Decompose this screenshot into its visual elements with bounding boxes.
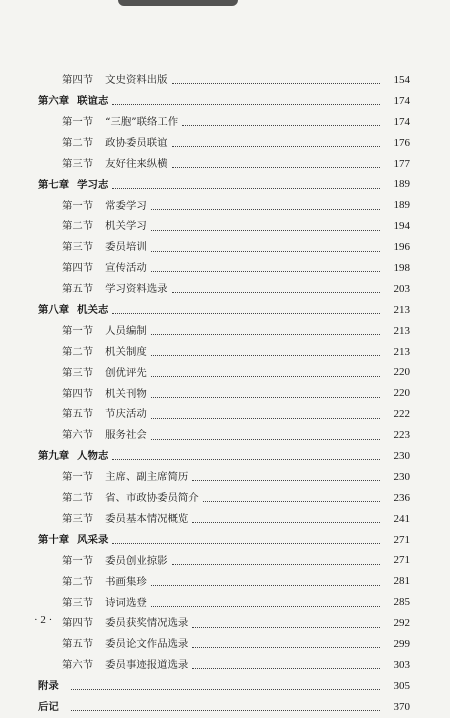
toc-chapter-entry (38, 530, 410, 551)
entry-number: 第二节 (62, 345, 94, 358)
entry-number: 第三节 (62, 596, 94, 609)
dot-leader (151, 584, 380, 586)
entry-page-number: 222 (393, 408, 410, 421)
dot-leader (112, 458, 380, 460)
entry-label (62, 284, 168, 294)
entry-label (62, 639, 188, 649)
entry-label (62, 263, 147, 273)
entry-page-number: 196 (393, 241, 410, 254)
entry-page-number: 220 (393, 366, 410, 379)
entry-number: 第三节 (62, 241, 94, 254)
toc-section-entry (38, 634, 410, 655)
entry-title: 委员事迹报道选录 (105, 659, 189, 672)
entry-page-number: 213 (393, 345, 410, 358)
entry-number: 第四节 (62, 617, 94, 630)
entry-label (62, 618, 188, 628)
entry-number: 第一节 (62, 116, 94, 129)
entry-page-number: 271 (393, 533, 410, 546)
entry-label (62, 117, 178, 127)
entry-page-number: 230 (393, 449, 410, 462)
toc-section-entry (38, 70, 410, 91)
dot-leader (192, 667, 380, 669)
entry-number: 附录 (38, 680, 59, 693)
entry-title: 委员基本情况概览 (105, 512, 189, 525)
entry-title: “三胞”联络工作 (105, 116, 179, 129)
entry-label (62, 389, 147, 399)
entry-title: 书画集珍 (105, 575, 147, 588)
entry-number: 第七章 (38, 178, 70, 191)
entry-number: 第五节 (62, 408, 94, 421)
toc-section-entry (38, 362, 410, 383)
entry-title: 友好往来纵横 (105, 157, 168, 170)
entry-title: 省、市政协委员简介 (105, 492, 199, 505)
entry-number: 第四节 (62, 262, 94, 275)
entry-page-number: 305 (393, 679, 410, 692)
entry-number: 第三节 (62, 366, 94, 379)
toc-chapter-entry (38, 300, 410, 321)
page-number: · 2 · (34, 614, 53, 626)
dot-leader (172, 166, 380, 168)
entry-label (62, 75, 168, 85)
entry-number: 第二节 (62, 492, 94, 505)
entry-label (62, 430, 147, 440)
entry-page-number: 189 (393, 199, 410, 212)
entry-label (62, 201, 147, 211)
entry-label (38, 681, 67, 691)
entry-page-number: 174 (393, 94, 410, 107)
entry-label (62, 138, 168, 148)
toc-chapter-entry (38, 697, 410, 718)
entry-page-number: 213 (393, 303, 410, 316)
toc-section-entry (38, 321, 410, 342)
dot-leader (151, 396, 380, 398)
entry-page-number: 241 (393, 512, 410, 525)
dot-leader (151, 354, 380, 356)
entry-page-number: 292 (393, 617, 410, 630)
entry-number: 第三节 (62, 157, 94, 170)
dot-leader (151, 417, 380, 419)
dot-leader (151, 375, 380, 377)
entry-number: 第六节 (62, 429, 94, 442)
dot-leader (151, 229, 380, 231)
dot-leader (112, 312, 380, 314)
entry-title: 机关学习 (105, 220, 147, 233)
entry-label (62, 347, 147, 357)
entry-page-number: 370 (393, 700, 410, 713)
entry-page-number: 223 (393, 429, 410, 442)
toc-section-entry (38, 195, 410, 216)
dot-leader (172, 563, 380, 565)
dot-leader (151, 270, 380, 272)
dot-leader (112, 103, 380, 105)
scan-smudge (118, 0, 238, 6)
entry-title: 节庆活动 (105, 408, 147, 421)
entry-title: 机关制度 (105, 345, 147, 358)
toc-section-entry (38, 592, 410, 613)
entry-title: 学习资料选录 (105, 283, 168, 296)
entry-number: 第三节 (62, 512, 94, 525)
entry-number: 第一节 (62, 471, 94, 484)
entry-title: 人员编制 (105, 324, 147, 337)
toc-chapter-entry (38, 91, 410, 112)
table-of-contents (38, 70, 410, 718)
entry-label (62, 368, 147, 378)
entry-title: 常委学习 (105, 199, 147, 212)
entry-page-number: 198 (393, 261, 410, 274)
entry-title: 主席、副主席简历 (105, 471, 189, 484)
entry-page-number: 230 (393, 470, 410, 483)
toc-section-entry (38, 571, 410, 592)
dot-leader (203, 500, 380, 502)
dot-leader (71, 709, 380, 711)
entry-title: 学习志 (77, 178, 109, 191)
toc-section-entry (38, 237, 410, 258)
entry-label (38, 535, 108, 545)
entry-page-number: 203 (393, 282, 410, 295)
entry-title: 机关刊物 (105, 387, 147, 400)
toc-section-entry (38, 279, 410, 300)
dot-leader (151, 208, 380, 210)
entry-number: 第一节 (62, 199, 94, 212)
entry-label (38, 96, 108, 106)
toc-section-entry (38, 488, 410, 509)
entry-title: 诗词选登 (105, 596, 147, 609)
dot-leader (112, 542, 380, 544)
dot-leader (151, 438, 380, 440)
toc-section-entry (38, 655, 410, 676)
entry-title: 联谊志 (77, 95, 109, 108)
entry-number: 第六章 (38, 95, 70, 108)
dot-leader (151, 605, 380, 607)
toc-section-entry (38, 216, 410, 237)
entry-title: 人物志 (77, 450, 109, 463)
entry-label (62, 409, 147, 419)
entry-title: 委员获奖情况选录 (105, 617, 189, 630)
toc-section-entry (38, 133, 410, 154)
toc-section-entry (38, 342, 410, 363)
dot-leader (172, 291, 380, 293)
entry-page-number: 194 (393, 220, 410, 233)
entry-number: 第一节 (62, 554, 94, 567)
entry-label (62, 514, 188, 524)
dot-leader (192, 646, 380, 648)
entry-label (62, 221, 147, 231)
entry-number: 后记 (38, 700, 59, 713)
entry-label (62, 159, 168, 169)
dot-leader (172, 145, 380, 147)
entry-label (62, 493, 199, 503)
entry-number: 第十章 (38, 533, 70, 546)
entry-page-number: 236 (393, 491, 410, 504)
entry-label (62, 326, 147, 336)
entry-number: 第五节 (62, 283, 94, 296)
entry-label (62, 577, 147, 587)
dot-leader (192, 626, 380, 628)
entry-label (38, 305, 108, 315)
entry-page-number: 154 (393, 73, 410, 86)
entry-number: 第九章 (38, 450, 70, 463)
entry-page-number: 220 (393, 387, 410, 400)
toc-section-entry (38, 154, 410, 175)
entry-label (38, 451, 108, 461)
entry-number: 第二节 (62, 575, 94, 588)
entry-label (62, 556, 168, 566)
entry-number: 第二节 (62, 220, 94, 233)
toc-chapter-entry (38, 446, 410, 467)
entry-title: 机关志 (77, 304, 109, 317)
entry-title: 委员创业掠影 (105, 554, 168, 567)
entry-page-number: 213 (393, 324, 410, 337)
entry-page-number: 189 (393, 178, 410, 191)
entry-title: 文史资料出版 (105, 74, 168, 87)
entry-number: 第一节 (62, 324, 94, 337)
dot-leader (71, 688, 380, 690)
entry-title: 委员培训 (105, 241, 147, 254)
entry-label (62, 472, 188, 482)
entry-label (38, 180, 108, 190)
toc-chapter-entry (38, 174, 410, 195)
entry-label (62, 598, 147, 608)
entry-page-number: 285 (393, 596, 410, 609)
entry-label (62, 242, 147, 252)
entry-page-number: 174 (393, 115, 410, 128)
dot-leader (192, 479, 380, 481)
entry-page-number: 281 (393, 575, 410, 588)
toc-section-entry (38, 613, 410, 634)
toc-section-entry (38, 509, 410, 530)
toc-section-entry (38, 258, 410, 279)
entry-page-number: 299 (393, 637, 410, 650)
entry-label (62, 660, 188, 670)
dot-leader (192, 521, 380, 523)
entry-page-number: 177 (393, 157, 410, 170)
entry-number: 第四节 (62, 74, 94, 87)
toc-section-entry (38, 550, 410, 571)
dot-leader (112, 187, 380, 189)
toc-chapter-entry (38, 676, 410, 697)
entry-number: 第五节 (62, 638, 94, 651)
entry-title: 政协委员联谊 (105, 136, 168, 149)
entry-number: 第八章 (38, 304, 70, 317)
entry-title: 服务社会 (105, 429, 147, 442)
entry-number: 第四节 (62, 387, 94, 400)
entry-page-number: 303 (393, 658, 410, 671)
entry-title: 风采录 (77, 533, 109, 546)
entry-page-number: 176 (393, 136, 410, 149)
entry-title: 委员论文作品选录 (105, 638, 189, 651)
toc-section-entry (38, 383, 410, 404)
dot-leader (151, 250, 380, 252)
toc-section-entry (38, 404, 410, 425)
toc-section-entry (38, 467, 410, 488)
entry-title: 创优评先 (105, 366, 147, 379)
dot-leader (151, 333, 380, 335)
toc-section-entry (38, 425, 410, 446)
entry-title: 宣传活动 (105, 262, 147, 275)
dot-leader (172, 82, 380, 84)
dot-leader (182, 124, 380, 126)
entry-page-number: 271 (393, 554, 410, 567)
toc-section-entry (38, 112, 410, 133)
entry-label (38, 702, 67, 712)
entry-number: 第二节 (62, 136, 94, 149)
entry-number: 第六节 (62, 659, 94, 672)
